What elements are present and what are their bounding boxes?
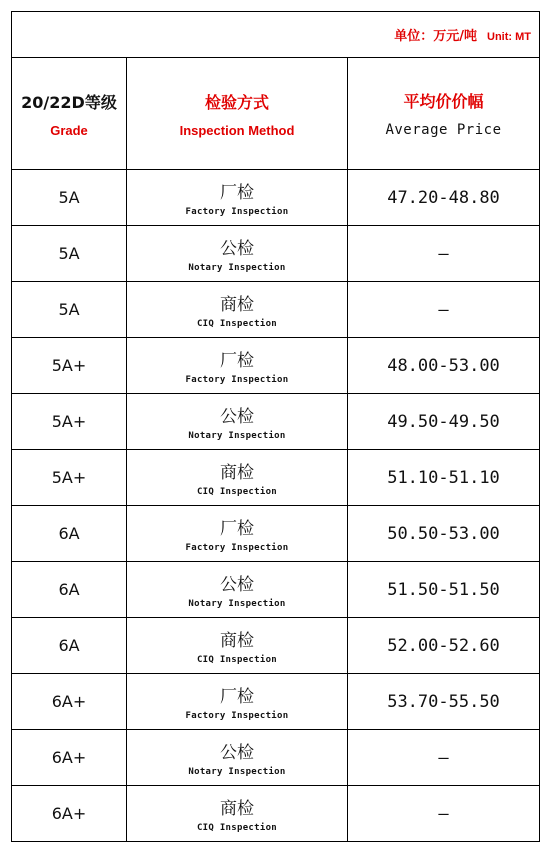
method-cell bbox=[127, 506, 348, 562]
header-method bbox=[127, 58, 348, 170]
method-en: CIQ Inspection bbox=[196, 823, 278, 833]
method-cell bbox=[127, 450, 348, 506]
grade-value: 5A bbox=[58, 188, 80, 207]
table-row bbox=[12, 170, 540, 226]
price-value: 49.50-49.50 bbox=[387, 411, 500, 432]
method-cn: 商检 bbox=[220, 799, 254, 819]
grade-value: 6A+ bbox=[51, 804, 87, 823]
grade-cell bbox=[12, 786, 127, 842]
grade-value: 5A+ bbox=[51, 412, 87, 431]
price-cell bbox=[348, 338, 540, 394]
table-row bbox=[12, 282, 540, 338]
table-row bbox=[12, 786, 540, 842]
method-cn: 公检 bbox=[220, 407, 254, 427]
grade-value: 5A bbox=[58, 244, 80, 263]
header-price-en: Average Price bbox=[385, 122, 502, 138]
unit-row bbox=[12, 12, 540, 58]
grade-cell bbox=[12, 450, 127, 506]
method-cell bbox=[127, 618, 348, 674]
grade-value: 6A bbox=[58, 580, 80, 599]
grade-cell bbox=[12, 562, 127, 618]
method-cn: 公检 bbox=[220, 743, 254, 763]
table-row bbox=[12, 450, 540, 506]
method-cn: 厂检 bbox=[220, 519, 254, 539]
method-en: Notary Inspection bbox=[188, 599, 286, 609]
method-cn: 公检 bbox=[220, 575, 254, 595]
method-cell bbox=[127, 674, 348, 730]
method-en: Notary Inspection bbox=[188, 263, 286, 273]
price-table-body bbox=[12, 12, 540, 842]
method-cell bbox=[127, 226, 348, 282]
price-cell bbox=[348, 282, 540, 338]
method-en: Factory Inspection bbox=[185, 375, 289, 385]
method-cn: 商检 bbox=[220, 463, 254, 483]
table-row bbox=[12, 674, 540, 730]
method-cell bbox=[127, 730, 348, 786]
table-row bbox=[12, 562, 540, 618]
grade-cell bbox=[12, 730, 127, 786]
table-row bbox=[12, 226, 540, 282]
price-value: 48.00-53.00 bbox=[387, 355, 500, 376]
grade-cell bbox=[12, 394, 127, 450]
price-value: – bbox=[438, 803, 449, 824]
header-price-cn: 平均价价幅 bbox=[403, 92, 484, 111]
price-cell bbox=[348, 786, 540, 842]
method-cn: 厂检 bbox=[220, 351, 254, 371]
grade-value: 6A+ bbox=[51, 748, 87, 767]
price-value: – bbox=[438, 299, 449, 320]
price-cell bbox=[348, 450, 540, 506]
price-cell bbox=[348, 394, 540, 450]
grade-value: 6A bbox=[58, 636, 80, 655]
unit-label-cn: 单位：万元/吨 bbox=[394, 29, 478, 44]
price-value: 47.20-48.80 bbox=[387, 187, 500, 208]
price-table bbox=[11, 11, 540, 842]
header-row bbox=[12, 58, 540, 170]
header-grade bbox=[12, 58, 127, 170]
price-cell bbox=[348, 506, 540, 562]
method-en: Notary Inspection bbox=[188, 767, 286, 777]
grade-cell bbox=[12, 506, 127, 562]
grade-value: 6A+ bbox=[51, 692, 87, 711]
method-cell bbox=[127, 786, 348, 842]
table-row bbox=[12, 730, 540, 786]
unit-label-en: Unit: MT bbox=[487, 31, 531, 43]
header-method-cn: 检验方式 bbox=[204, 92, 269, 112]
method-cell bbox=[127, 562, 348, 618]
price-value: – bbox=[438, 243, 449, 264]
price-value: 51.10-51.10 bbox=[387, 467, 500, 488]
price-value: 50.50-53.00 bbox=[387, 523, 500, 544]
method-en: Factory Inspection bbox=[185, 207, 289, 217]
header-grade-cn: 20/22D等级 bbox=[21, 92, 117, 112]
method-cell bbox=[127, 282, 348, 338]
price-value: 53.70-55.50 bbox=[387, 691, 500, 712]
grade-cell bbox=[12, 674, 127, 730]
grade-cell bbox=[12, 282, 127, 338]
grade-value: 5A+ bbox=[51, 468, 87, 487]
header-price bbox=[348, 58, 540, 170]
method-cell bbox=[127, 338, 348, 394]
price-cell bbox=[348, 730, 540, 786]
grade-cell bbox=[12, 226, 127, 282]
grade-cell bbox=[12, 170, 127, 226]
grade-cell bbox=[12, 618, 127, 674]
header-grade-en: Grade bbox=[50, 122, 88, 138]
header-method-en: Inspection Method bbox=[179, 122, 295, 138]
method-cn: 厂检 bbox=[220, 687, 254, 707]
method-en: CIQ Inspection bbox=[196, 655, 278, 665]
price-cell bbox=[348, 170, 540, 226]
unit-cell bbox=[12, 12, 540, 58]
table-row bbox=[12, 338, 540, 394]
table-row bbox=[12, 618, 540, 674]
table-row bbox=[12, 506, 540, 562]
table-row bbox=[12, 394, 540, 450]
method-en: CIQ Inspection bbox=[196, 487, 278, 497]
price-value: 52.00-52.60 bbox=[387, 635, 500, 656]
method-cn: 商检 bbox=[220, 631, 254, 651]
price-value: – bbox=[438, 747, 449, 768]
price-cell bbox=[348, 674, 540, 730]
grade-value: 5A bbox=[58, 300, 80, 319]
method-en: Notary Inspection bbox=[188, 431, 286, 441]
method-cn: 厂检 bbox=[220, 183, 254, 203]
method-en: CIQ Inspection bbox=[196, 319, 278, 329]
method-en: Factory Inspection bbox=[185, 711, 289, 721]
price-cell bbox=[348, 226, 540, 282]
method-cn: 商检 bbox=[220, 295, 254, 315]
price-cell bbox=[348, 618, 540, 674]
method-cell bbox=[127, 170, 348, 226]
price-sheet bbox=[11, 11, 539, 842]
grade-value: 5A+ bbox=[51, 356, 87, 375]
method-cn: 公检 bbox=[220, 239, 254, 259]
price-cell bbox=[348, 562, 540, 618]
grade-value: 6A bbox=[58, 524, 80, 543]
method-en: Factory Inspection bbox=[185, 543, 289, 553]
method-cell bbox=[127, 394, 348, 450]
price-value: 51.50-51.50 bbox=[387, 579, 500, 600]
grade-cell bbox=[12, 338, 127, 394]
